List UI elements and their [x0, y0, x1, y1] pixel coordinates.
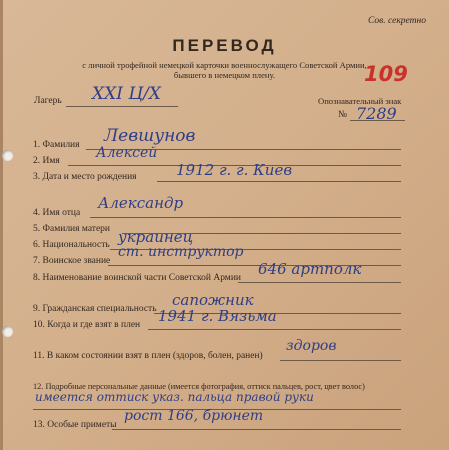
field-13-underline: [112, 429, 401, 430]
field-10-label: 10. Когда и где взят в плен: [33, 320, 141, 330]
field-13-label: 13. Особые приметы: [33, 420, 117, 430]
punch-hole-bottom: [2, 326, 13, 337]
subtitle-line-2: бывшего в немецком плену.: [173, 70, 276, 80]
field-6-label: 6. Национальность: [33, 240, 110, 250]
camp-value: XXI Ц/Х: [92, 84, 161, 104]
identity-number-prefix: №: [338, 110, 348, 120]
field-3-underline: [157, 181, 401, 182]
field-9-value: сапожник: [172, 291, 254, 309]
field-10-value: 1941 г. Вязьма: [158, 307, 277, 325]
field-6-value: украинец: [118, 228, 194, 246]
field-8-label: 8. Наименование воинской части Советской Армии: [33, 273, 241, 283]
field-7-label: 7. Воинское звание: [33, 256, 111, 266]
field-11-label: 11. В каком состоянии взят в плен (здоров, болен, ранен): [33, 351, 263, 361]
field-1-label: 1. Фамилия: [33, 140, 80, 150]
field-10-underline: [148, 329, 401, 330]
subtitle-line-1: с личной трофейной немецкой карточки военнослужащего Советской Армии,: [82, 60, 367, 70]
field-3-label: 3. Дата и место рождения: [33, 172, 137, 182]
field-8-value: 646 артполк: [258, 260, 362, 278]
field-12-value: имеется оттиск указ. пальца правой руки: [35, 390, 314, 404]
field-9-label: 9. Гражданская специальность: [33, 304, 157, 314]
document-title: ПЕРЕВОД: [172, 36, 277, 55]
field-11-underline: [280, 360, 401, 361]
field-5-label: 5. Фамилия матери: [33, 224, 111, 234]
field-7-value: ст. инструктор: [118, 244, 244, 260]
field-13-value: рост 166, брюнет: [124, 408, 264, 424]
field-8-underline: [238, 282, 401, 283]
punch-hole-top: [2, 150, 13, 161]
camp-underline: [66, 106, 178, 107]
field-12-label: 12. Подробные персональные данные (имеется фотография, оттиск пальцев, рост, цвет волос): [33, 382, 365, 391]
field-2-value: Алексей: [96, 145, 158, 161]
field-2-label: 2. Имя: [33, 156, 60, 166]
field-4-underline: [90, 217, 401, 218]
field-4-value: Александр: [98, 194, 184, 212]
field-4-label: 4. Имя отца: [33, 208, 81, 218]
red-handwritten-number: 109: [364, 62, 408, 86]
identity-number-label: Опознавательный знак: [318, 96, 402, 106]
camp-label: Лагерь: [34, 96, 62, 106]
identity-number-value: 7289: [356, 104, 397, 123]
secret-label: Сов. секретно: [368, 16, 426, 26]
field-3-value: 1912 г. г. Киев: [176, 161, 293, 179]
field-1-value: Левшунов: [104, 126, 196, 146]
field-11-value: здоров: [286, 338, 337, 354]
